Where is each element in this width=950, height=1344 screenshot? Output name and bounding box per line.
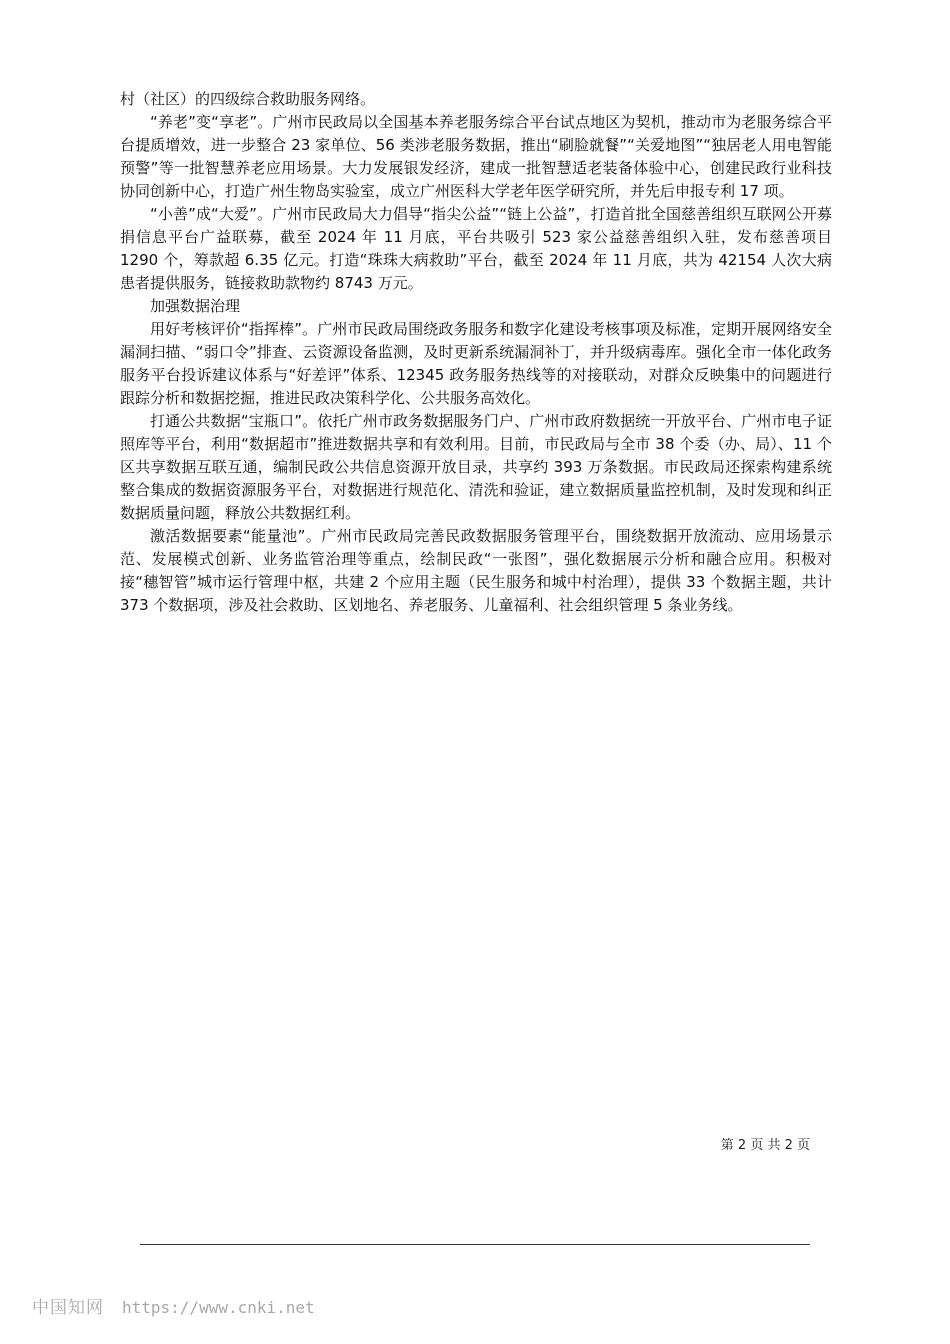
paragraph-3: “小善”成“大爱”。广州市民政局大力倡导“指尖公益”“链上公益”，打造首批全国慈善组织互联网公开募捐信息平台广益联募，截至 2024 年 11 月底，平台共吸引 523 家公益慈善组织入驻，发布慈善项目 1290 个，筹款超 6.35 亿元。打造“珠珠大病救助”平台，截至 2024 年 11 月底，共为 42154 人次大病患者提供服务，链接救助款物约 8743 万元。: [120, 205, 832, 292]
paragraph-6: 激活数据要素“能量池”。广州市民政局完善民政数据服务管理平台，围绕数据开放流动、应用场景示范、发展模式创新、业务监管治理等重点，绘制民政“一张图”，强化数据展示分析和融合应用。积极对接“穗智管”城市运行管理中枢，共建 2 个应用主题（民生服务和城中村治理），提供 33 个数据主题，共计 373 个数据项，涉及社会救助、区划地名、养老服务、儿童福利、社会组织管理 5 条业务线。: [120, 527, 832, 614]
paragraph-1: 村（社区）的四级综合救助服务网络。: [120, 90, 376, 108]
cnki-url[interactable]: https://www.cnki.net: [122, 1298, 315, 1317]
cnki-watermark: [32, 1293, 315, 1318]
paragraph-2: “养老”变“享老”。广州市民政局以全国基本养老服务综合平台试点地区为契机，推动市为老服务综合平台提质增效，进一步整合 23 家单位、56 类涉老服务数据，推出“刷脸就餐”“关爱地图”“独居老人用电智能预警”等一批智慧养老应用场景。大力发展银发经济，建成一批智慧适老装备体验中心，创建民政行业科技协同创新中心，打造广州生物岛实验室，成立广州医科大学老年医学研究所，并先后申报专利 17 项。: [120, 113, 832, 200]
document-body: [120, 88, 832, 617]
footer-divider: [140, 1244, 810, 1245]
cnki-logo-text: 中国知网: [32, 1298, 104, 1318]
paragraph-4: 用好考核评价“指挥棒”。广州市民政局围绕政务服务和数字化建设考核事项及标准，定期开展网络安全漏洞扫描、“弱口令”排查、云资源设备监测，及时更新系统漏洞补丁，并升级病毒库。强化全市一体化政务服务平台投诉建议体系与“好差评”体系、12345 政务服务热线等的对接联动，对群众反映集中的问题进行跟踪分析和数据挖掘，推进民政决策科学化、公共服务高效化。: [120, 320, 832, 407]
page-number: 第 2 页 共 2 页: [720, 1138, 810, 1153]
paragraph-5: 打通公共数据“宝瓶口”。依托广州市政务数据服务门户、广州市政府数据统一开放平台、广州市电子证照库等平台，利用“数据超市”推进数据共享和有效利用。目前，市民政局与全市 38 个委（办、局）、11 个区共享数据互联互通，编制民政公共信息资源开放目录，共享约 393 万条数据。市民政局还探索构建系统整合集成的数据资源服务平台，对数据进行规范化、清洗和验证，建立数据质量监控机制，及时发现和纠正数据质量问题，释放公共数据红利。: [120, 412, 832, 522]
section-heading: 加强数据治理: [150, 297, 241, 315]
